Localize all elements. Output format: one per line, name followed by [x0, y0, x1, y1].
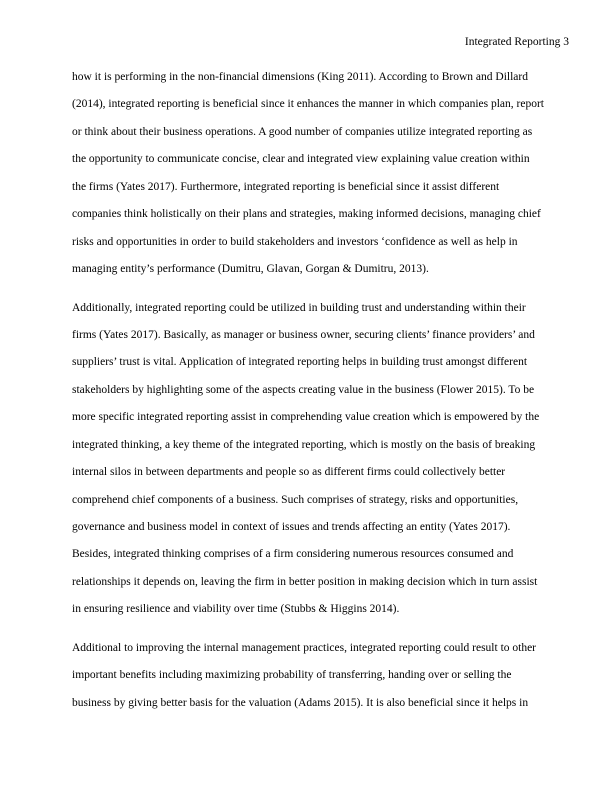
text-line: integrated thinking, a key theme of the integrated reporting, which is mostly on the basis of breaking	[72, 438, 536, 451]
paragraph-1	[72, 68, 544, 288]
text-line: (2014), integrated reporting is beneficial since it enhances the manner in which companies plan, report	[72, 98, 544, 111]
text-line: business by giving better basis for the valuation (Adams 2015). It is also beneficial since it helps in	[72, 696, 529, 709]
paragraph-gap	[72, 288, 544, 299]
text-line: risks and opportunities in order to build stakeholders and investors ‘confidence as well as help in	[72, 235, 518, 248]
text-line: or think about their business operations. A good number of companies utilize integrated reporting as	[72, 125, 533, 138]
text-line: Besides, integrated thinking comprises of a firm considering numerous resources consumed and	[72, 548, 514, 561]
body-text	[72, 68, 544, 721]
text-line: Additional to improving the internal management practices, integrated reporting could result to other	[72, 641, 537, 654]
paragraph-3	[72, 639, 544, 721]
text-line: in ensuring resilience and viability over time (Stubbs & Higgins 2014).	[72, 603, 400, 616]
text-line: firms (Yates 2017). Basically, as manager or business owner, securing clients’ finance providers’ and	[72, 328, 535, 341]
text-line: how it is performing in the non-financial dimensions (King 2011). According to Brown and Dillard	[72, 71, 528, 83]
text-line: important benefits including maximizing probability of transferring, handing over or selling the	[72, 669, 512, 682]
text-line: internal silos in between departments and people so as different firms could collectively better	[72, 466, 506, 479]
text-line: the opportunity to communicate concise, clear and integrated view explaining value creation within	[72, 153, 530, 166]
text-line: relationships it depends on, leaving the firm in better position in making decision which in turn assist	[72, 575, 538, 588]
text-line: governance and business model in context of issues and trends affecting an entity (Yates 2017).	[72, 521, 511, 533]
text-line: managing entity’s performance (Dumitru, Glavan, Gorgan & Dumitru, 2013).	[72, 263, 429, 276]
paragraph-gap	[72, 628, 544, 639]
paragraph-2	[72, 299, 544, 628]
text-line: suppliers’ trust is vital. Application of integrated reporting helps in building trust amongst different	[72, 356, 528, 369]
text-line: comprehend chief components of a business. Such comprises of strategy, risks and opportunities,	[72, 493, 519, 506]
text-line: stakeholders by highlighting some of the aspects creating value in the business (Flower 2015). To be	[72, 383, 535, 396]
text-line: Additionally, integrated reporting could be utilized in building trust and understanding within their	[72, 301, 526, 314]
text-line: more specific integrated reporting assist in comprehending value creation which is empowered by the	[72, 411, 540, 424]
text-line: companies think holistically on their plans and strategies, making informed decisions, managing chief	[72, 208, 541, 221]
running-head: Integrated Reporting 3	[464, 36, 569, 48]
text-line: the firms (Yates 2017). Furthermore, integrated reporting is beneficial since it assist different	[72, 180, 500, 193]
